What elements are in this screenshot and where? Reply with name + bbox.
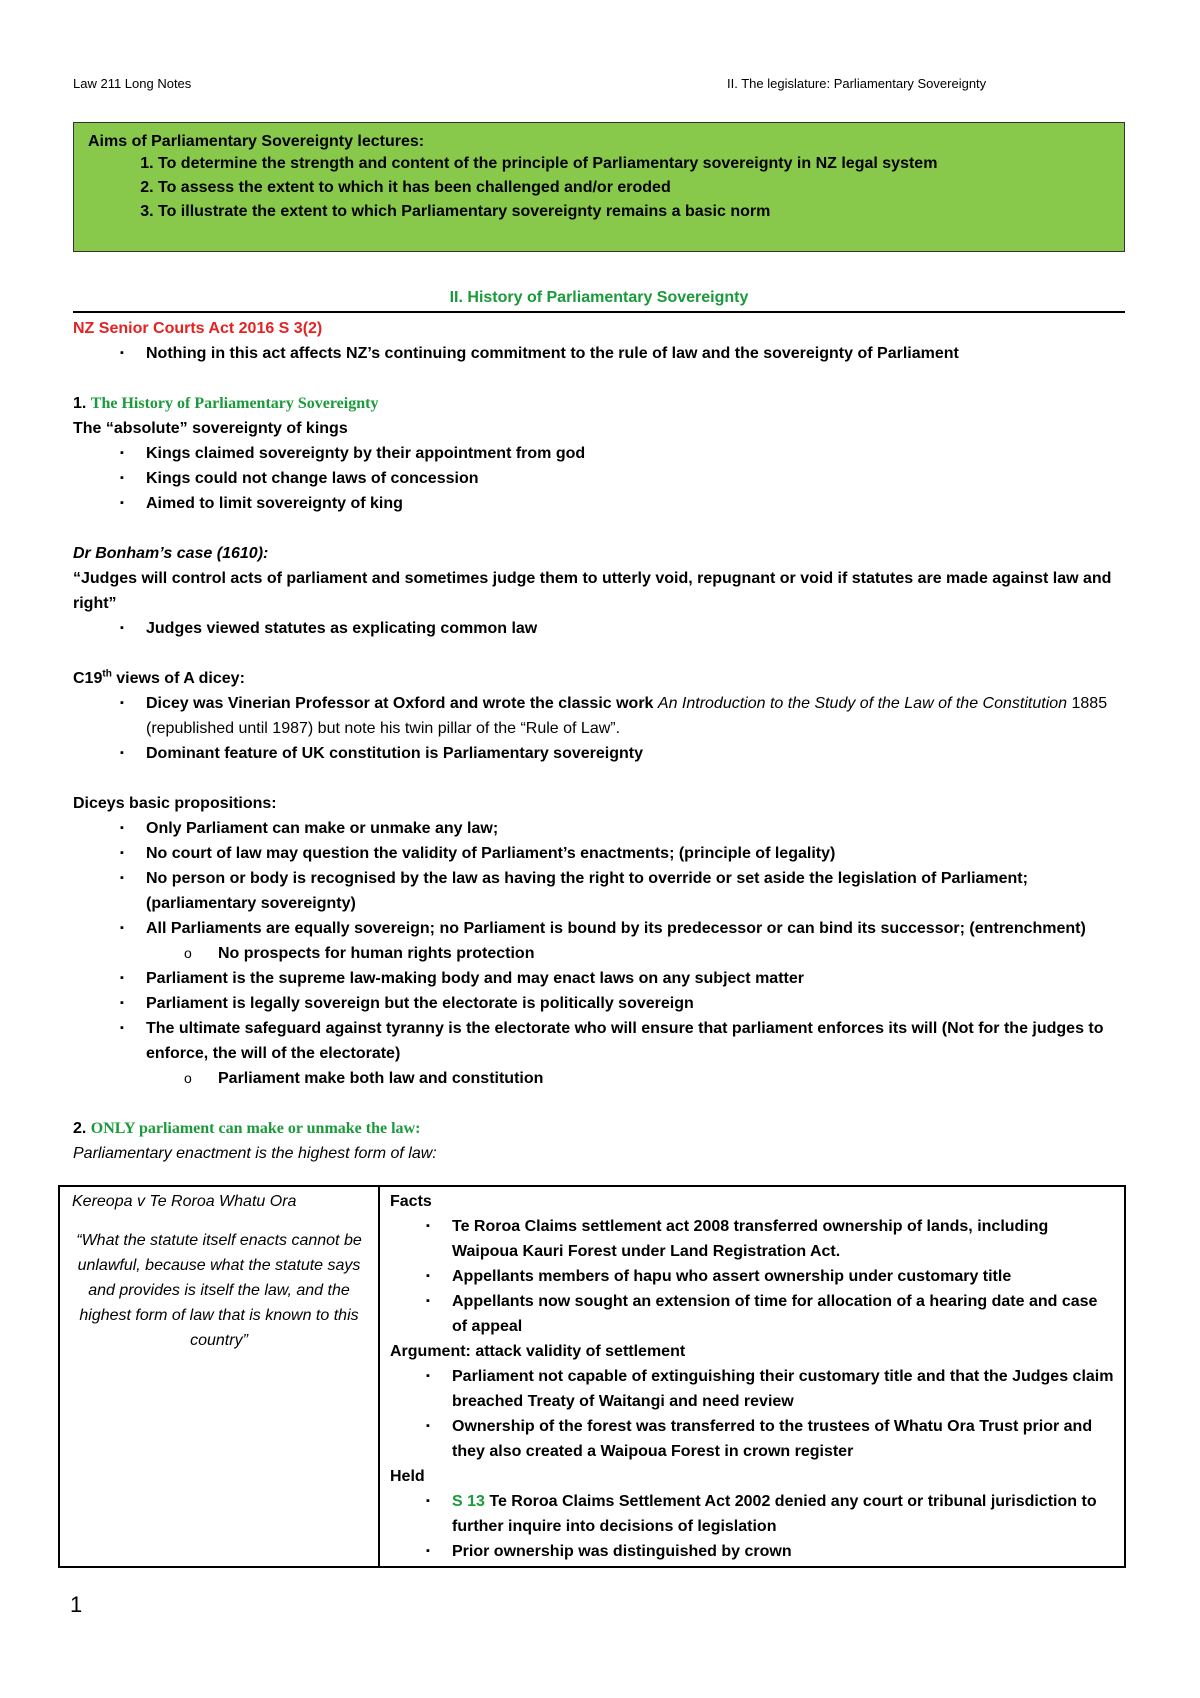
history-heading — [73, 391, 1125, 416]
dicey-props-list-2 — [73, 966, 1125, 1066]
list-item: ▪ Parliament not capable of extinguishing their customary title and that the Judges claim breached Treaty of Waitangi and need review — [452, 1364, 1114, 1414]
list-item: ▪ Judges viewed statutes as explicating common law — [146, 616, 1125, 641]
only-parliament-heading: 2. ONLY parliament can make or unmake the law: — [73, 1120, 421, 1137]
list-item: ▪ Appellants now sought an extension of time for allocation of a hearing date and case of appeal — [452, 1289, 1114, 1339]
list-item: ▪ Te Roroa Claims settlement act 2008 transferred ownership of lands, including Waipoua Kauri Forest under Land Registration Act. — [452, 1214, 1114, 1264]
list-item: ▪ Nothing in this act affects NZ’s continuing commitment to the rule of law and the sovereignty of Parliament — [146, 341, 1125, 366]
case-left-cell — [59, 1186, 379, 1567]
argument-list — [390, 1364, 1114, 1464]
dicey-props-sublist — [73, 941, 1125, 966]
only-parliament-sub: Parliamentary enactment is the highest form of law: — [73, 1145, 437, 1162]
facts-list — [390, 1214, 1114, 1339]
bonham-list — [73, 616, 1125, 641]
case-right-cell — [379, 1186, 1125, 1567]
main-content — [73, 316, 1125, 1166]
senior-courts-heading: NZ Senior Courts Act 2016 S 3(2) — [73, 320, 323, 337]
list-item: ▪ No court of law may question the validity of Parliament’s enactments; (principle of legality) — [146, 841, 1125, 866]
header-right: II. The legislature: Parliamentary Sovereignty — [727, 76, 987, 91]
history-title: The History of Parliamentary Sovereignty — [90, 395, 379, 412]
header-left: Law 211 Long Notes — [73, 76, 192, 91]
aims-item: 2. To assess the extent to which it has been challenged and/or eroded — [158, 179, 1110, 197]
list-item: ▪ Ownership of the forest was transferred to the trustees of Whatu Ora Trust prior and they also created a Waipoua Forest in crown register — [452, 1414, 1114, 1464]
section-title: II. History of Parliamentary Sovereignty — [449, 289, 749, 306]
facts-label: Facts — [390, 1193, 432, 1210]
aims-item: 1. To determine the strength and content of the principle of Parliamentary sovereignty in NZ legal system — [158, 155, 1110, 173]
history-list — [73, 441, 1125, 516]
list-item: ▪ The ultimate safeguard against tyranny is the electorate who will ensure that parliament enforces its will (Not for the judges to enforce, the will of the electorate) — [146, 1016, 1125, 1066]
dicey-props-sublist-2 — [73, 1066, 1125, 1091]
history-num: 1. — [73, 395, 87, 412]
list-item: ▪ Kings could not change laws of concession — [146, 466, 1125, 491]
page-number: 1 — [70, 1592, 83, 1617]
list-item: ▪ Dicey was Vinerian Professor at Oxford and wrote the classic work An Introduction to the Study of the Law of the Constitution 1885 (republished until 1987) but note his twin pillar of the “Rule of Law”. — [146, 691, 1125, 741]
list-item: ▪ All Parliaments are equally sovereign; no Parliament is bound by its predecessor or can bind its successor; (entrenchment) — [146, 916, 1125, 941]
aims-box — [73, 122, 1125, 252]
case-table — [58, 1185, 1126, 1568]
dicey-props-list — [73, 816, 1125, 941]
list-item: ▪ Appellants members of hapu who assert ownership under customary title — [452, 1264, 1114, 1289]
list-item: ▪ Parliament is legally sovereign but the electorate is politically sovereign — [146, 991, 1125, 1016]
list-item: ▪ Dominant feature of UK constitution is Parliamentary sovereignty — [146, 741, 1125, 766]
case-name: Kereopa v Te Roroa Whatu Ora — [72, 1193, 297, 1210]
senior-courts-list — [73, 341, 1125, 366]
sub-list-item: o Parliament make both law and constitution — [218, 1066, 1125, 1091]
held-label: Held — [390, 1468, 425, 1485]
list-item: ▪ Parliament is the supreme law-making body and may enact laws on any subject matter — [146, 966, 1125, 991]
list-item: ▪ No person or body is recognised by the law as having the right to override or set aside the legislation of Parliament; (parliamentary sovereignty) — [146, 866, 1125, 916]
dicey-views-list — [73, 691, 1125, 766]
list-item: ▪ Kings claimed sovereignty by their appointment from god — [146, 441, 1125, 466]
case-quote: “What the statute itself enacts cannot be unlawful, because what the statute says and provides is itself the law, and the highest form of law that is known to this country” — [76, 1232, 362, 1349]
dicey-views-heading: C19th views of A dicey: — [73, 668, 245, 687]
aims-title: Aims of Parliamentary Sovereignty lectures: — [88, 133, 425, 150]
aims-item: 3. To illustrate the extent to which Parliamentary sovereignty remains a basic norm — [158, 203, 1110, 221]
sub-list-item: o No prospects for human rights protection — [218, 941, 1125, 966]
list-item: ▪ S 13 Te Roroa Claims Settlement Act 2002 denied any court or tribunal jurisdiction to further inquire into decisions of legislation — [452, 1489, 1114, 1539]
history-sub: The “absolute” sovereignty of kings — [73, 420, 348, 437]
section-rule — [73, 311, 1125, 313]
list-item: ▪ Prior ownership was distinguished by crown — [452, 1539, 1114, 1564]
argument-label: Argument: attack validity of settlement — [390, 1343, 686, 1360]
bonham-heading: Dr Bonham’s case (1610): — [73, 545, 269, 562]
bonham-quote: “Judges will control acts of parliament and sometimes judge them to utterly void, repugnant or void if statutes are made against law and right” — [73, 570, 1112, 612]
aims-list — [88, 155, 1110, 221]
held-list — [390, 1489, 1114, 1564]
dicey-props-heading: Diceys basic propositions: — [73, 795, 277, 812]
list-item: ▪ Aimed to limit sovereignty of king — [146, 491, 1125, 516]
list-item: ▪ Only Parliament can make or unmake any law; — [146, 816, 1125, 841]
